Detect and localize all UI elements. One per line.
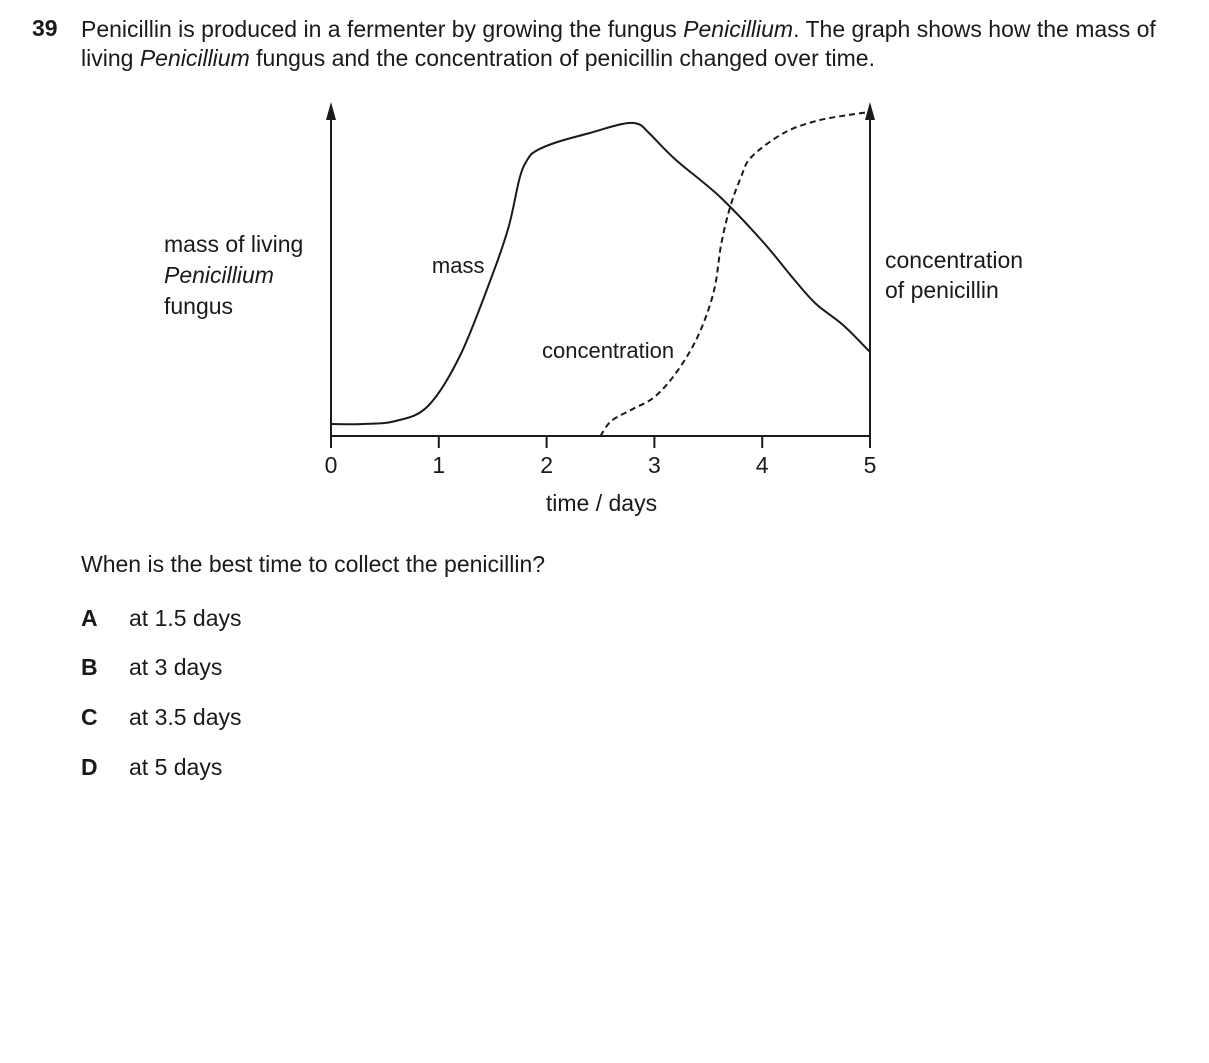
stem-part: Penicillium: [683, 16, 794, 42]
option-text: at 5 days: [129, 754, 223, 780]
option-letter: C: [81, 704, 98, 730]
x-tick-label: 0: [324, 452, 338, 478]
x-tick-label: 2: [540, 452, 553, 478]
x-tick-label: 4: [755, 452, 769, 478]
y-left-line-1: mass of living: [164, 231, 304, 257]
option-b[interactable]: [81, 654, 222, 681]
option-a[interactable]: [81, 605, 242, 632]
y-right-line-1: concentration: [885, 247, 1024, 273]
stem-part: . The graph shows how the mass of living: [81, 16, 1156, 71]
x-tick-label: 3: [648, 452, 661, 478]
option-text: at 3.5 days: [129, 704, 242, 730]
option-letter: B: [81, 654, 98, 680]
stem-part: fungus and the concentration of penicillin changed over time.: [249, 45, 875, 71]
option-letter: A: [81, 605, 98, 631]
question-number: 39: [32, 15, 58, 41]
option-letter: D: [81, 754, 98, 780]
y-left-line-2: Penicillium: [164, 262, 274, 288]
y-left-line-3: fungus: [164, 293, 234, 319]
stem-part: Penicillium: [139, 45, 250, 71]
curve-label-mass: mass: [431, 253, 485, 278]
y-right-line-2: of penicillin: [885, 277, 999, 303]
x-tick-label: 1: [432, 452, 446, 478]
option-c[interactable]: [81, 704, 242, 731]
x-axis-title: time / days: [545, 490, 658, 516]
y-axis-right-arrow-icon: [865, 102, 875, 120]
curve-label-concentration: concentration: [541, 338, 675, 363]
y-axis-left-arrow-icon: [326, 102, 336, 120]
y-axis-left-label: [164, 229, 303, 322]
x-tick-label: 5: [863, 452, 877, 478]
option-d[interactable]: [81, 754, 222, 781]
y-axis-right-label: [885, 245, 1023, 305]
option-text: at 3 days: [129, 654, 223, 680]
series-mass-curve: [331, 123, 870, 424]
option-text: at 1.5 days: [129, 605, 242, 631]
question-prompt: When is the best time to collect the penicillin?: [81, 551, 546, 577]
stem-part: Penicillin is produced in a fermenter by growing the fungus: [81, 16, 684, 42]
series-concentration-curve: [601, 112, 871, 436]
